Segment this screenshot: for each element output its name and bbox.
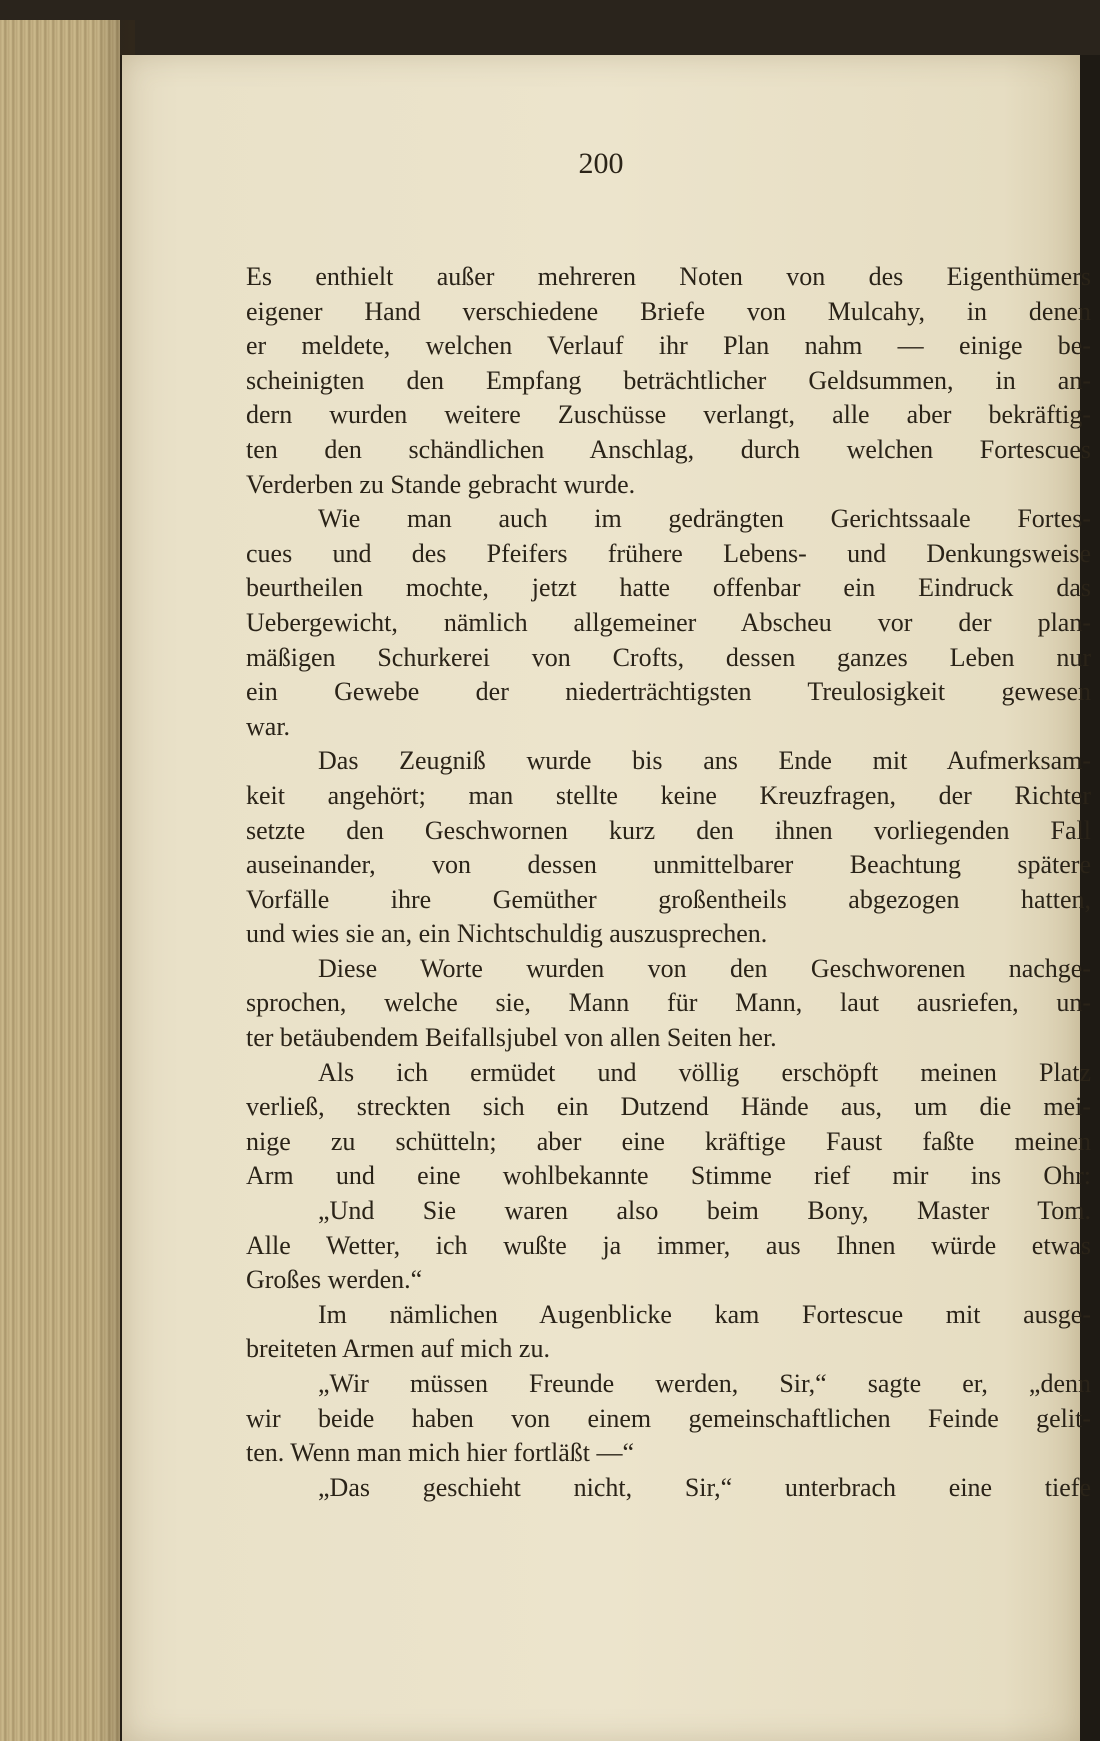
text-line: auseinander, von dessen unmittelbarer Beachtung spätere (246, 850, 1091, 880)
text-line: Als ich ermüdet und völlig erschöpft meinen Platz (318, 1057, 1091, 1087)
text-line: keit angehört; man stellte keine Kreuzfragen, der Richter (246, 780, 1091, 810)
book-page (122, 55, 1091, 1741)
text-line: Wie man auch im gedrängten Gerichtssaale Fortes- (318, 504, 1091, 534)
text-line: Arm und eine wohlbekannte Stimme rief mir ins Ohr: (246, 1161, 1091, 1191)
text-line: nige zu schütteln; aber eine kräftige Faust faßte meinen (246, 1126, 1091, 1156)
book-binding (0, 0, 1100, 55)
text-line: sprochen, welche sie, Mann für Mann, laut ausriefen, un- (246, 988, 1091, 1018)
text-line: setzte den Geschwornen kurz den ihnen vorliegenden Fall (246, 815, 1091, 845)
text-line: Das Zeugniß wurde bis ans Ende mit Aufmerksam- (318, 746, 1091, 776)
text-line: Verderben zu Stande gebracht wurde. (246, 469, 636, 499)
text-line: wir beide haben von einem gemeinschaftlichen Feinde gelit- (246, 1403, 1091, 1433)
text-line: Es enthielt außer mehreren Noten von des Eigenthümers (246, 262, 1091, 291)
text-line: mäßigen Schurkerei von Crofts, dessen ganzes Leben nur (246, 642, 1091, 672)
text-line: ten den schändlichen Anschlag, durch welchen Fortescues (246, 434, 1091, 464)
text-line: ten. Wenn man mich hier fortläßt —“ (246, 1438, 635, 1468)
text-line: dern wurden weitere Zuschüsse verlangt, alle aber bekräftig- (246, 400, 1091, 430)
text-line: Vorfälle ihre Gemüther großentheils abgezogen hatten, (246, 884, 1091, 914)
text-line: ein Gewebe der niederträchtigsten Treulosigkeit gewesen (246, 677, 1091, 707)
page-text (246, 260, 1091, 1505)
text-line: „Wir müssen Freunde werden, Sir,“ sagte er, „denn (318, 1369, 1091, 1398)
text-line: scheinigten den Empfang beträchtlicher Geldsummen, in an- (246, 365, 1091, 395)
text-line: Im nämlichen Augenblicke kam Fortescue mit ausge- (318, 1299, 1091, 1329)
text-line: verließ, streckten sich ein Dutzend Hände aus, um die mei- (246, 1092, 1091, 1122)
text-line: und wies sie an, ein Nichtschuldig auszusprechen. (246, 919, 768, 949)
text-line: cues und des Pfeifers frühere Lebens- und Denkungsweise (246, 538, 1091, 568)
text-line: Uebergewicht, nämlich allgemeiner Abscheu vor der plan- (246, 607, 1091, 637)
text-line: ter betäubendem Beifallsjubel von allen Seiten her. (246, 1023, 777, 1053)
text-line: Alle Wetter, ich wußte ja immer, aus Ihnen würde etwas (246, 1230, 1091, 1260)
text-line: war. (246, 711, 291, 741)
page-number: 200 (578, 147, 624, 180)
text-line: Diese Worte wurden von den Geschworenen nachge- (318, 953, 1091, 983)
text-line: Großes werden.“ (246, 1265, 423, 1295)
text-line: „Das geschieht nicht, Sir,“ unterbrach eine tiefe (318, 1472, 1091, 1502)
text-line: er meldete, welchen Verlauf ihr Plan nahm — einige be- (246, 331, 1091, 361)
text-line: breiteten Armen auf mich zu. (246, 1334, 550, 1364)
text-line: eigener Hand verschiedene Briefe von Mulcahy, in denen (246, 296, 1091, 326)
text-line: beurtheilen mochte, jetzt hatte offenbar ein Eindruck das (246, 573, 1091, 603)
text-line: „Und Sie waren also beim Bony, Master Tom. (318, 1196, 1091, 1226)
